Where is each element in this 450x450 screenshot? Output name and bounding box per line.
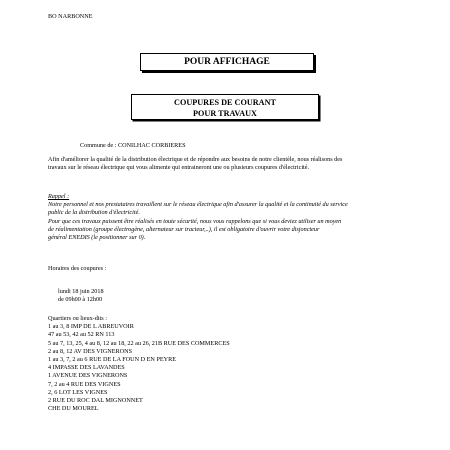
page-title: POUR AFFICHAGE [184,57,270,67]
list-item: 1 au 3, 7, 2 au 6 RUE DE LA FOUN D EN PEYRE [48,356,177,364]
intro-line-2: travaux sur le réseau électrique qui vous alimente qui entraineront une ou plusieurs coupures d'électricité. [48,164,310,172]
rappel-line-2: public de la distribution d'électricité. [48,209,140,217]
quartiers-section [48,315,230,413]
horaires-label: Horaires des coupures : [48,265,107,272]
list-item: 2 RUE DU ROC DAL MIGNONNET [48,397,143,405]
horaires-date: lundi 18 juin 2018 [58,288,104,295]
horaires-schedule [58,288,104,304]
list-item: 2, 6 LOT LES VIGNES [48,388,108,396]
list-item: 1 au 3, 8 IMP DE L ABREUVOIR [48,323,134,331]
quartiers-label: Quartiers ou lieux-dits : [48,315,107,322]
commune-text: Commune de : CONILHAC CORBIERES [80,142,186,149]
rappel-heading: Rappel : [48,193,70,200]
list-item: 7, 2 au 4 RUE DES VIGNES [48,380,121,388]
list-item: 1 AVENUE DES VIGNERONS [48,372,128,380]
rappel-line-4: de réalimentation (groupe électrogène, alternateur sur tracteur,..), il est obligatoire d'ouvrir votre disjoncteur [48,225,320,233]
horaires-time: de 09h00 à 12h00 [58,296,103,304]
rappel-paragraph [48,193,348,242]
rappel-line-5: général ENEDIS (le positionner sur 0). [48,234,146,242]
list-item: 2 au 8, 12 AV DES VIGNERONS [48,347,133,355]
list-item: 4 IMPASSE DES LAVANDES [48,364,125,372]
intro-line-1: Afin d'améliorer la qualité de la distribution électrique et de répondre aux besoins de notre clientèle, nous réalisons des [48,156,343,163]
list-item: 47 au 53, 42 au 52 RN 113 [48,331,115,339]
rappel-line-1: Notre personnel et nos prestataires travaillent sur le réseau électrique afin d'assurer la qualité et la continuité du service [48,201,348,209]
list-item: CHE DU MOUREL [48,405,99,413]
intro-paragraph [48,156,342,172]
subtitle-line-2: POUR TRAVAUX [193,109,257,118]
list-item: 5 au 7, 13, 25, 4 au 8, 12 au 18, 22 au 26, 21B RUE DES COMMERCES [48,339,230,347]
subtitle-box [131,94,319,120]
rappel-line-3: Pour que ces travaux puissent être réalisés en toute sécurité, nous vous rappelons que si vous deviez utiliser un moyen [48,217,342,225]
subtitle-line-1: COUPURES DE COURANT [174,98,276,107]
title-box [140,53,314,71]
header-label: BO NARBONNE [48,13,93,20]
